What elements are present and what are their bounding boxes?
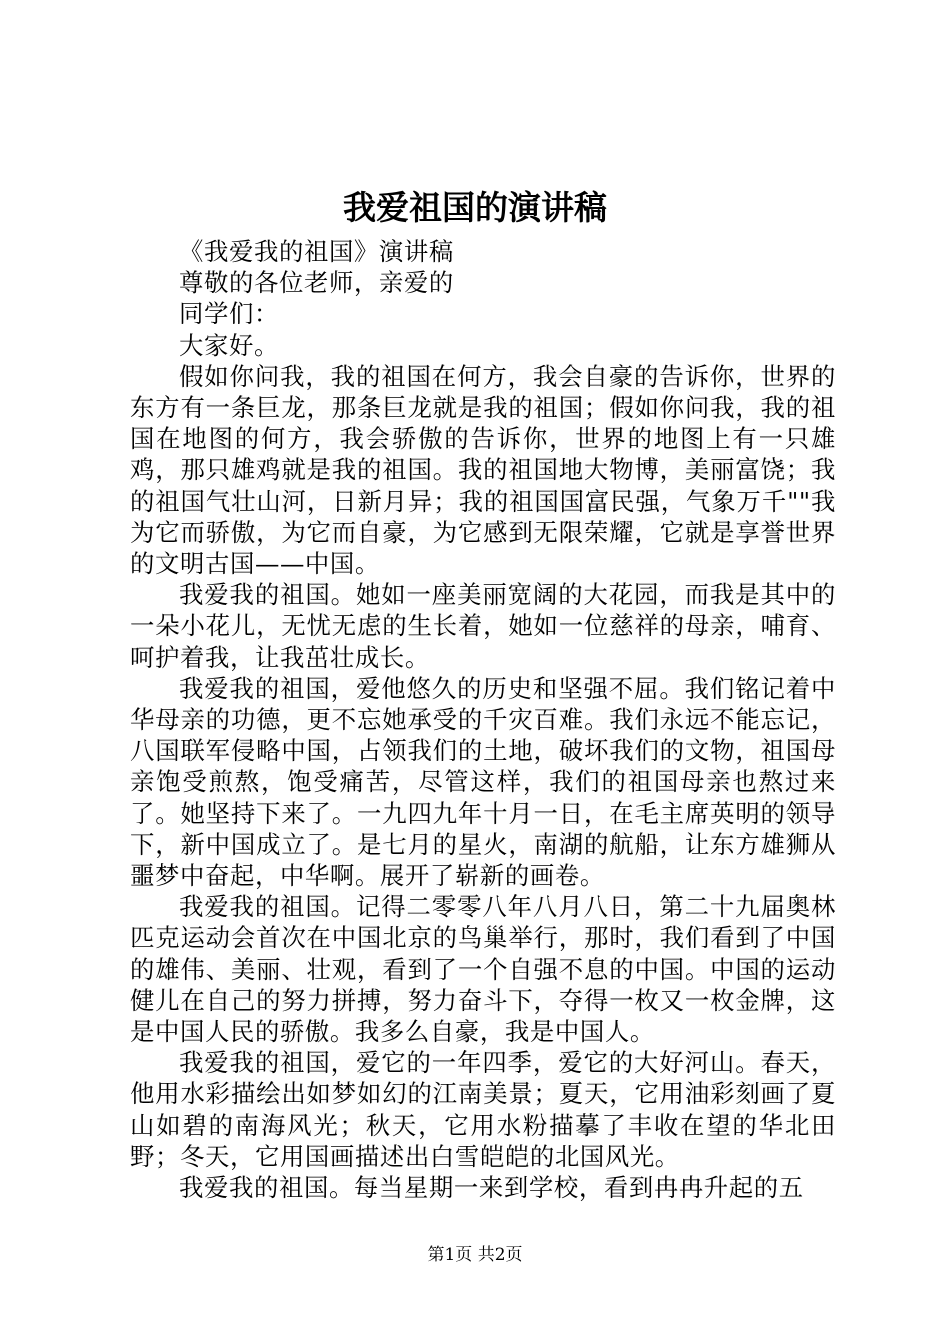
paragraph-salutation-students: 同学们：	[179, 299, 279, 329]
paragraph-body: 我爱我的祖国。记得二零零八年八月八日，第二十九届奥林匹克运动会首次在中国北京的鸟巢举行，那时，我们看到了中国的雄伟、美丽、壮观，看到了一个自强不息的中国。中国的运动健儿在自己的努力拼搏，努力奋斗下，夺得一枚又一枚金牌，这是中国人民的骄傲。我多么自豪，我是中国人。	[130, 892, 836, 1047]
page-footer	[0, 1243, 950, 1267]
document-body	[130, 236, 836, 1203]
paragraph-greeting: 大家好。	[179, 330, 279, 360]
paragraph-salutation-teachers: 尊敬的各位老师，亲爱的	[179, 268, 454, 298]
paragraph-body: 假如你问我，我的祖国在何方，我会自豪的告诉你，世界的东方有一条巨龙，那条巨龙就是我的祖国；假如你问我，我的祖国在地图的何方，我会骄傲的告诉你，世界的地图上有一只雄鸡，那只雄鸡就是我的祖国。我的祖国地大物博，美丽富饶；我的祖国气壮山河，日新月异；我的祖国国富民强，气象万千""我为它而骄傲，为它而自豪，为它感到无限荣耀，它就是享誉世界的文明古国——中国。	[130, 361, 836, 579]
paragraph-speech-heading: 《我爱我的祖国》演讲稿	[179, 237, 454, 266]
document-title: 我爱祖国的演讲稿	[343, 188, 607, 227]
page-number-indicator: 第1页 共2页	[427, 1245, 523, 1265]
paragraph-body: 我爱我的祖国，爱他悠久的历史和坚强不屈。我们铭记着中华母亲的功德，更不忘她承受的千灾百难。我们永远不能忘记，八国联军侵略中国，占领我们的土地，破坏我们的文物，祖国母亲饱受煎熬，饱受痛苦，尽管这样，我们的祖国母亲也熬过来了。她坚持下来了。一九四九年十月一日，在毛主席英明的领导下，新中国成立了。是七月的星火，南湖的航船，让东方雄狮从噩梦中奋起，中华啊。展开了崭新的画卷。	[130, 673, 836, 891]
paragraph-body: 我爱我的祖国，爱它的一年四季，爱它的大好河山。春天，他用水彩描绘出如梦如幻的江南美景；夏天，它用油彩刻画了夏山如碧的南海风光；秋天，它用水粉描摹了丰收在望的华北田野；冬天，它用国画描述出白雪皑皑的北国风光。	[130, 1048, 836, 1171]
paragraph-body: 我爱我的祖国。她如一座美丽宽阔的大花园，而我是其中的一朵小花儿，无忧无虑的生长着，她如一位慈祥的母亲，哺育、呵护着我，让我茁壮成长。	[130, 580, 836, 672]
paragraph-body: 我爱我的祖国。每当星期一来到学校，看到冉冉升起的五	[179, 1173, 804, 1203]
